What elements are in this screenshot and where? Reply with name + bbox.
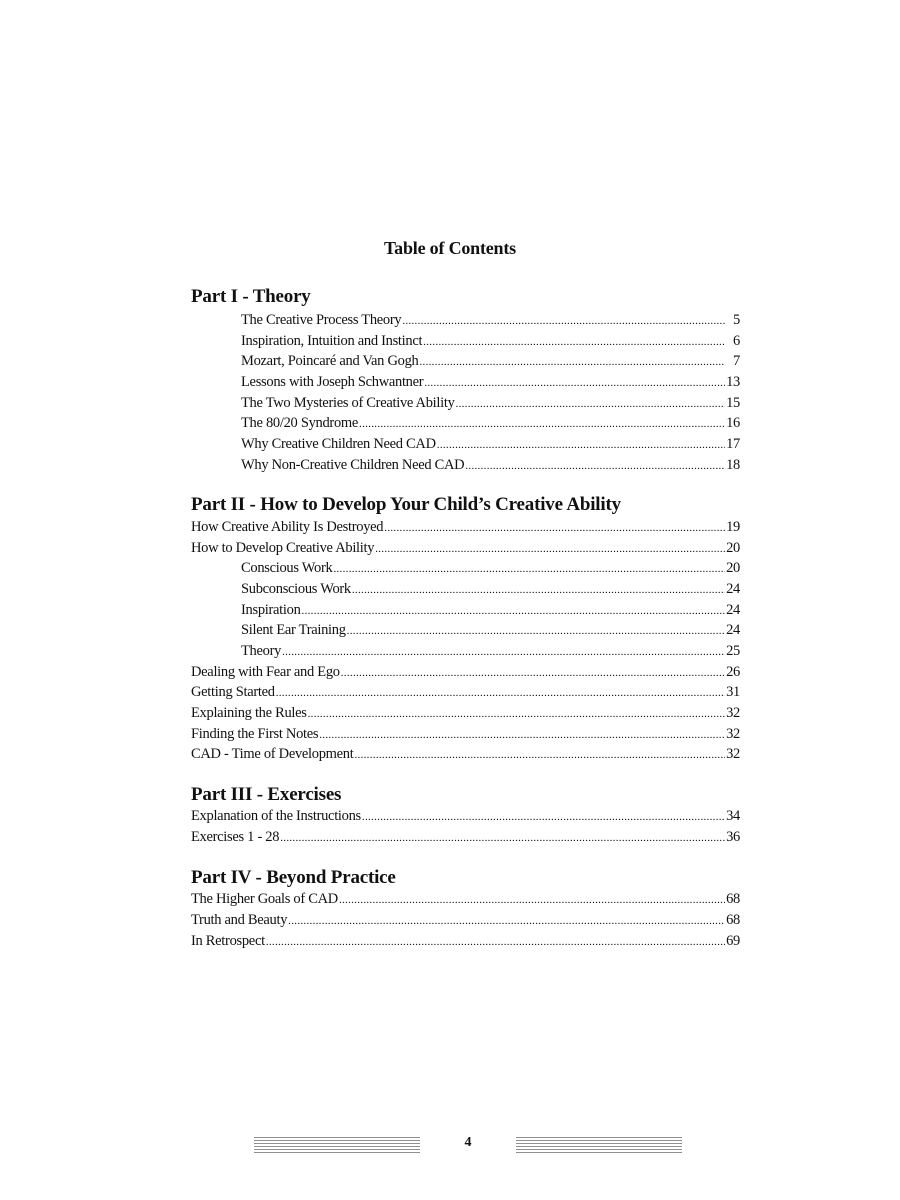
entry-title: Dealing with Fear and Ego bbox=[191, 664, 340, 680]
entry-title: Silent Ear Training bbox=[241, 622, 346, 638]
dot-leader bbox=[419, 352, 725, 373]
toc-entry[interactable] bbox=[241, 600, 740, 621]
entry-title: Explaining the Rules bbox=[191, 705, 307, 721]
dot-leader bbox=[402, 311, 725, 332]
toc-entry[interactable] bbox=[241, 372, 740, 393]
footer-rule-left bbox=[254, 1137, 420, 1153]
toc-entry[interactable] bbox=[191, 889, 740, 910]
toc-entry[interactable] bbox=[191, 724, 740, 745]
dot-leader bbox=[437, 435, 725, 456]
entry-title: Conscious Work bbox=[241, 560, 333, 576]
dot-leader bbox=[339, 890, 725, 911]
toc-entry[interactable] bbox=[241, 351, 740, 372]
toc-entry[interactable] bbox=[191, 806, 740, 827]
dot-leader bbox=[341, 663, 725, 684]
toc-entry[interactable] bbox=[241, 413, 740, 434]
dot-leader bbox=[424, 373, 725, 394]
entry-page-number: 19 bbox=[726, 519, 740, 535]
dot-leader bbox=[423, 332, 725, 353]
footer-rule-right bbox=[516, 1137, 682, 1153]
toc-entry[interactable] bbox=[191, 517, 740, 538]
entry-page-number: 17 bbox=[726, 436, 740, 452]
toc-entry[interactable] bbox=[241, 393, 740, 414]
entry-title: How Creative Ability Is Destroyed bbox=[191, 519, 384, 535]
entry-title: The Two Mysteries of Creative Ability bbox=[241, 395, 455, 411]
entry-page-number: 15 bbox=[726, 395, 740, 411]
entry-page-number: 24 bbox=[726, 622, 740, 638]
part-4-heading: Part IV - Beyond Practice bbox=[191, 867, 396, 888]
entry-page-number: 18 bbox=[726, 457, 740, 473]
toc-entry[interactable] bbox=[191, 682, 740, 703]
part-3-heading: Part III - Exercises bbox=[191, 784, 342, 805]
entry-title: Mozart, Poincaré and Van Gogh bbox=[241, 353, 419, 369]
entry-title: Inspiration bbox=[241, 602, 301, 618]
entry-title: Subconscious Work bbox=[241, 581, 351, 597]
entry-title: Why Non-Creative Children Need CAD bbox=[241, 457, 465, 473]
entry-title: Explanation of the Instructions bbox=[191, 808, 361, 824]
entry-page-number: 24 bbox=[726, 602, 740, 618]
part-1-heading: Part I - Theory bbox=[191, 286, 311, 307]
entry-page-number: 25 bbox=[726, 643, 740, 659]
dot-leader bbox=[362, 807, 725, 828]
dot-leader bbox=[333, 559, 725, 580]
dot-leader bbox=[359, 414, 725, 435]
entry-page-number: 34 bbox=[726, 808, 740, 824]
entry-page-number: 5 bbox=[733, 312, 740, 328]
toc-entry[interactable] bbox=[191, 744, 740, 765]
part-2-heading: Part II - How to Develop Your Child’s Creative Ability bbox=[191, 494, 621, 515]
toc-entry[interactable] bbox=[191, 538, 740, 559]
entry-page-number: 68 bbox=[726, 912, 740, 928]
entry-page-number: 69 bbox=[726, 933, 740, 949]
toc-entry[interactable] bbox=[241, 331, 740, 352]
toc-entry[interactable] bbox=[241, 310, 740, 331]
dot-leader bbox=[347, 621, 725, 642]
entry-title: Why Creative Children Need CAD bbox=[241, 436, 436, 452]
dot-leader bbox=[465, 456, 725, 477]
entry-page-number: 32 bbox=[726, 726, 740, 742]
entry-page-number: 26 bbox=[726, 664, 740, 680]
entry-title: Exercises 1 - 28 bbox=[191, 829, 280, 845]
toc-entry[interactable] bbox=[241, 434, 740, 455]
entry-page-number: 32 bbox=[726, 746, 740, 762]
entry-title: Inspiration, Intuition and Instinct bbox=[241, 333, 423, 349]
entry-page-number: 24 bbox=[726, 581, 740, 597]
entry-title: How to Develop Creative Ability bbox=[191, 540, 375, 556]
dot-leader bbox=[266, 932, 725, 953]
entry-title: Getting Started bbox=[191, 684, 275, 700]
toc-entry[interactable] bbox=[241, 558, 740, 579]
dot-leader bbox=[375, 539, 725, 560]
entry-title: The Creative Process Theory bbox=[241, 312, 402, 328]
entry-title: The Higher Goals of CAD bbox=[191, 891, 338, 907]
dot-leader bbox=[456, 394, 725, 415]
entry-page-number: 7 bbox=[733, 353, 740, 369]
entry-title: Lessons with Joseph Schwantner bbox=[241, 374, 424, 390]
dot-leader bbox=[302, 601, 725, 622]
entry-title: The 80/20 Syndrome bbox=[241, 415, 359, 431]
entry-page-number: 13 bbox=[726, 374, 740, 390]
entry-page-number: 6 bbox=[733, 333, 740, 349]
dot-leader bbox=[384, 518, 725, 539]
entry-title: Finding the First Notes bbox=[191, 726, 319, 742]
entry-page-number: 20 bbox=[726, 540, 740, 556]
entry-title: CAD - Time of Development bbox=[191, 746, 354, 762]
toc-entry[interactable] bbox=[191, 827, 740, 848]
toc-entry[interactable] bbox=[191, 910, 740, 931]
toc-entry[interactable] bbox=[241, 579, 740, 600]
entry-title: Theory bbox=[241, 643, 282, 659]
dot-leader bbox=[308, 704, 725, 725]
dot-leader bbox=[354, 745, 725, 766]
dot-leader bbox=[282, 642, 725, 663]
entry-title: Truth and Beauty bbox=[191, 912, 288, 928]
dot-leader bbox=[352, 580, 725, 601]
dot-leader bbox=[288, 911, 725, 932]
page-number: 4 bbox=[464, 1135, 472, 1150]
toc-entry[interactable] bbox=[241, 455, 740, 476]
toc-entry[interactable] bbox=[241, 620, 740, 641]
entry-page-number: 68 bbox=[726, 891, 740, 907]
entry-page-number: 16 bbox=[726, 415, 740, 431]
toc-title: Table of Contents bbox=[384, 238, 516, 258]
dot-leader bbox=[280, 828, 725, 849]
dot-leader bbox=[319, 725, 725, 746]
entry-page-number: 20 bbox=[726, 560, 740, 576]
toc-entry[interactable] bbox=[191, 931, 740, 952]
toc-entry[interactable] bbox=[191, 662, 740, 683]
toc-entry[interactable] bbox=[191, 703, 740, 724]
toc-entry[interactable] bbox=[241, 641, 740, 662]
entry-page-number: 36 bbox=[726, 829, 740, 845]
dot-leader bbox=[276, 683, 725, 704]
entry-page-number: 31 bbox=[726, 684, 740, 700]
entry-page-number: 32 bbox=[726, 705, 740, 721]
entry-title: In Retrospect bbox=[191, 933, 265, 949]
